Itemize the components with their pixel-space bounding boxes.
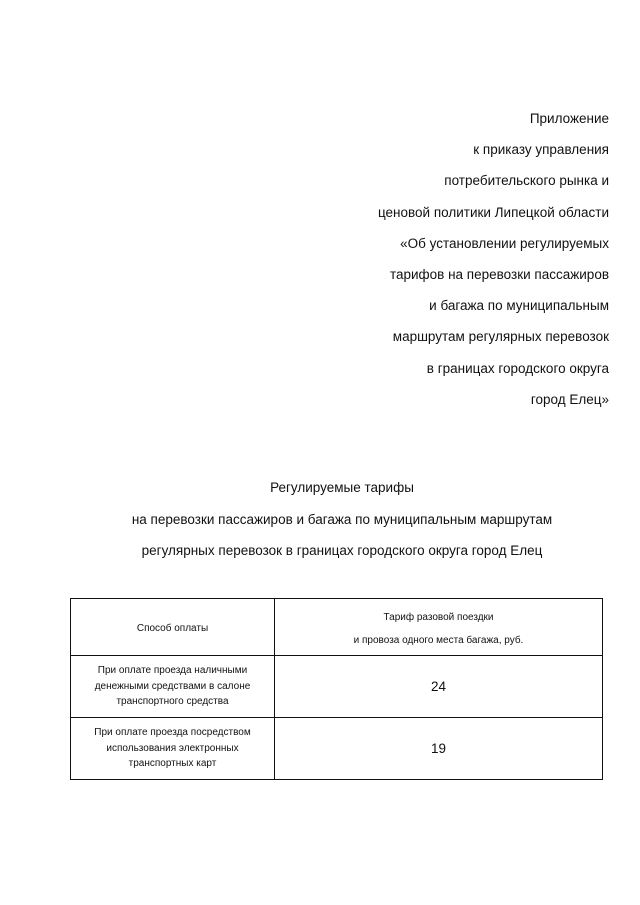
document-title bbox=[0, 478, 640, 573]
appendix-block bbox=[189, 109, 609, 421]
appendix-line: «Об установлении регулируемых bbox=[400, 235, 609, 251]
appendix-line: потребительского рынка и bbox=[444, 173, 609, 189]
value-cell bbox=[275, 718, 603, 780]
appendix-line: ценовой политики Липецкой области bbox=[377, 204, 609, 220]
title-line: Регулируемые тарифы bbox=[270, 480, 414, 495]
header-cell-tariff bbox=[275, 599, 603, 656]
tariff-value: 19 bbox=[430, 741, 447, 756]
appendix-line: город Елец» bbox=[530, 391, 609, 407]
title-line: регулярных перевозок в границах городского округа город Елец bbox=[141, 543, 543, 558]
condition-text: При оплате проезда наличными денежными средствами в салоне транспортного средства bbox=[94, 665, 251, 708]
appendix-line: Приложение bbox=[529, 111, 609, 126]
table-row bbox=[71, 718, 603, 780]
value-cell bbox=[275, 656, 603, 718]
condition-text: При оплате проезда посредством использования электронных транспортных карт bbox=[94, 727, 251, 770]
condition-cell bbox=[71, 718, 275, 780]
header-tariff-text-line1: Тариф разовой поездки bbox=[383, 611, 494, 623]
header-payment-method-text: Способ оплаты bbox=[136, 623, 209, 634]
header-cell-payment-method bbox=[71, 599, 275, 656]
appendix-line: и багажа по муниципальным bbox=[429, 298, 609, 314]
table-header-row bbox=[71, 599, 603, 656]
table-row bbox=[71, 656, 603, 718]
header-tariff-text-line2: и провоза одного места багажа, руб. bbox=[353, 634, 524, 646]
appendix-line: маршрутам регулярных перевозок bbox=[392, 329, 609, 345]
appendix-line: в границах городского округа bbox=[426, 360, 609, 376]
appendix-line: к приказу управления bbox=[473, 142, 609, 158]
appendix-line: тарифов на перевозки пассажиров bbox=[389, 266, 609, 282]
condition-cell bbox=[71, 656, 275, 718]
title-line: на перевозки пассажиров и багажа по муниципальным маршрутам bbox=[131, 511, 553, 527]
tariff-value: 24 bbox=[430, 679, 447, 694]
tariff-table bbox=[70, 598, 603, 780]
